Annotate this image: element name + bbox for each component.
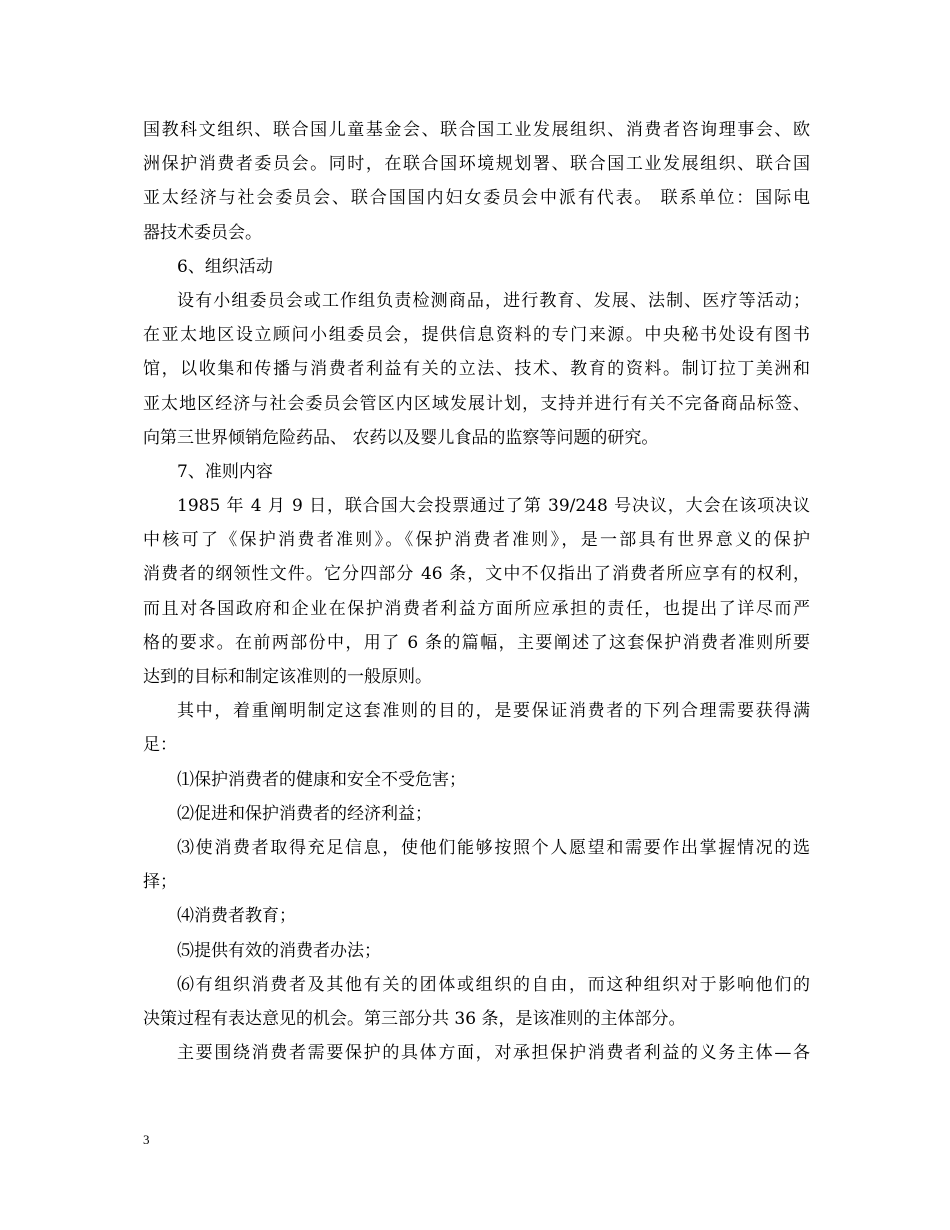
page-number: 3 <box>143 1132 150 1147</box>
text-line: 国教科文组织、联合国儿童基金会、联合国工业发展组织、消费者咨询理事会、欧 <box>143 120 810 140</box>
text-line: 主要围绕消费者需要保护的具体方面，对承担保护消费者利益的义务主体—各 <box>177 1043 810 1064</box>
body-text <box>143 113 810 1070</box>
text-line: ⑸提供有效的消费者办法； <box>177 940 381 961</box>
text-line: 决策过程有表达意见的机会。第三部分共 36 条，是该准则的主体部分。 <box>143 1008 686 1029</box>
text-line: 亚太经济与社会委员会、联合国国内妇女委员会中派有代表。 联系单位：国际电 <box>143 188 810 209</box>
text-line: ⑴保护消费者的健康和安全不受危害； <box>177 769 466 790</box>
text-line: ⑶使消费者取得充足信息，使他们能够按照个人愿望和需要作出掌握情况的选 <box>177 837 810 858</box>
text-line: 其中，着重阐明制定这套准则的目的，是要保证消费者的下列合理需要获得满 <box>177 701 810 722</box>
text-line: 而且对各国政府和企业在保护消费者利益方面所应承担的责任，也提出了详尽而严 <box>143 598 810 619</box>
text-line: 亚太地区经济与社会委员会管区内区域发展计划，支持并进行有关不完备商品标签、 <box>143 393 810 414</box>
text-line: 择； <box>143 872 177 893</box>
text-line: 设有小组委员会或工作组负责检测商品，进行教育、发展、法制、医疗等活动； <box>177 290 810 311</box>
text-line: 消费者的纲领性文件。它分四部分 46 条，文中不仅指出了消费者所应享有的权利， <box>143 564 810 585</box>
text-line: ⑹有组织消费者及其他有关的团体或组织的自由，而这种组织对于影响他们的 <box>177 974 810 995</box>
text-line: 6、组织活动 <box>177 256 273 277</box>
text-line: 足： <box>143 735 177 756</box>
text-line: ⑷消费者教育； <box>177 906 296 927</box>
text-line: 洲保护消费者委员会。同时，在联合国环境规划署、联合国工业发展组织、联合国 <box>143 154 810 175</box>
text-line: 达到的目标和制定该准则的一般原则。 <box>143 667 432 687</box>
text-line: 器技术委员会。 <box>143 222 262 243</box>
text-line: 1985 年 4 月 9 日，联合国大会投票通过了第 39/248 号决议，大会在该项决议 <box>177 496 810 517</box>
text-line: 中核可了《保护消费者准则》。《保护消费者准则》，是一部具有世界意义的保护 <box>143 530 810 551</box>
text-line: 馆，以收集和传播与消费者利益有关的立法、技术、教育的资料。制订拉丁美洲和 <box>143 359 810 380</box>
text-line: ⑵促进和保护消费者的经济利益； <box>177 803 432 824</box>
text-line: 格的要求。在前两部份中，用了 6 条的篇幅，主要阐述了这套保护消费者准则所要 <box>143 632 810 653</box>
text-line: 在亚太地区设立顾问小组委员会，提供信息资料的专门来源。中央秘书处设有图书 <box>143 325 810 346</box>
text-line: 向第三世界倾销危险药品、 农药以及婴儿食品的监察等问题的研究。 <box>143 427 659 448</box>
text-line: 7、准则内容 <box>177 461 273 482</box>
